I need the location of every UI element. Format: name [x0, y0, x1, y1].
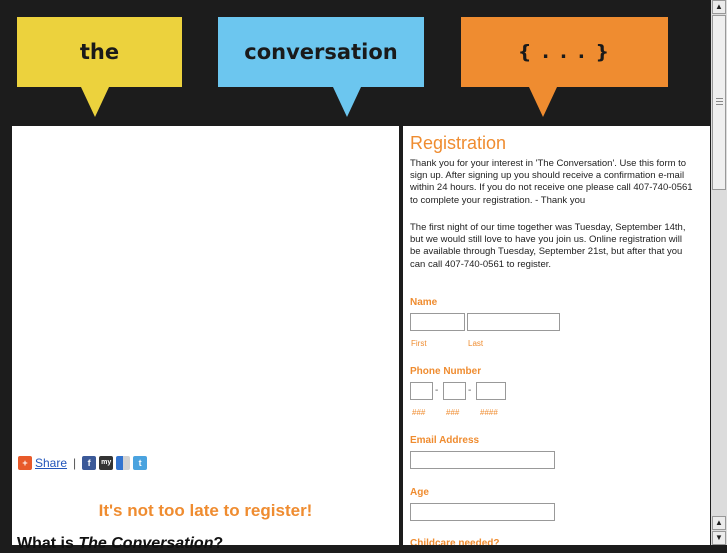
bubble-conversation-tail — [333, 87, 361, 117]
what-prefix: What is — [17, 535, 79, 552]
phone-sub-2: ### — [446, 408, 460, 417]
registration-panel — [403, 126, 710, 545]
vertical-scrollbar[interactable] — [711, 0, 727, 545]
bubble-conversation-text: conversation — [244, 40, 398, 64]
last-name-input[interactable] — [467, 313, 560, 331]
first-sublabel: First — [411, 339, 427, 348]
phone-sub-3: #### — [480, 408, 498, 417]
delicious-icon[interactable] — [116, 456, 130, 470]
bubble-the-tail — [81, 87, 109, 117]
email-label: Email Address — [410, 435, 480, 446]
phone-sub-1: ### — [412, 408, 426, 417]
header-bubble-the — [17, 17, 182, 87]
bubble-ellipsis-tail — [529, 87, 557, 117]
phone-dash-2: - — [468, 385, 472, 396]
age-input[interactable] — [410, 503, 555, 521]
registration-title: Registration — [410, 133, 507, 153]
first-name-input[interactable] — [410, 313, 465, 331]
bubble-the-text: the — [79, 40, 120, 64]
email-input[interactable] — [410, 451, 555, 469]
thumb-grip-line — [716, 101, 723, 102]
scroll-down-button[interactable]: ▼ — [712, 531, 726, 545]
phone-dash-1: - — [435, 385, 439, 396]
twitter-icon[interactable]: t — [133, 456, 147, 470]
plus-icon[interactable]: + — [18, 456, 32, 470]
thumb-grip-line — [716, 104, 723, 105]
facebook-icon[interactable]: f — [82, 456, 96, 470]
header-bubble-conversation — [218, 17, 424, 87]
share-separator: | — [73, 456, 77, 470]
what-is-heading — [17, 535, 223, 553]
childcare-label: Childcare needed? — [410, 538, 500, 545]
myspace-icon[interactable]: my — [99, 456, 113, 470]
share-bar — [18, 456, 150, 470]
scroll-thumb[interactable] — [712, 15, 726, 190]
thumb-grip-line — [716, 98, 723, 99]
intro-paragraph: Thank you for your interest in 'The Conversation'. Use this form to sign up. After signing up you should receive a confirmation e-mail within 24 hours. If you do not receive one please call 407-740-0561 to complete your registration. - Thank you — [410, 158, 693, 206]
phone-prefix-input[interactable] — [443, 382, 466, 400]
date-paragraph: The first night of our time together was Tuesday, September 14th, but we would still love to have you join us. Online registration will be available through Tuesday, September 21st, but after that you can call 407-740-0561 to register. — [410, 222, 686, 270]
not-too-late-heading: It's not too late to register! — [98, 501, 313, 520]
what-suffix: ? — [213, 535, 224, 552]
last-sublabel: Last — [468, 339, 484, 348]
phone-label: Phone Number — [410, 366, 482, 377]
bubble-ellipsis-text: { . . . } — [517, 41, 612, 63]
left-content-panel — [12, 126, 399, 552]
phone-line-input[interactable] — [476, 382, 506, 400]
phone-area-input[interactable] — [410, 382, 433, 400]
age-label: Age — [410, 487, 429, 498]
share-link[interactable]: Share — [35, 456, 68, 470]
what-italic: The Conversation — [78, 535, 214, 552]
scroll-up-button[interactable]: ▲ — [712, 0, 726, 14]
scroll-up-button-lower[interactable]: ▲ — [712, 516, 726, 530]
header-bubble-ellipsis — [461, 17, 668, 87]
name-label: Name — [410, 297, 438, 308]
